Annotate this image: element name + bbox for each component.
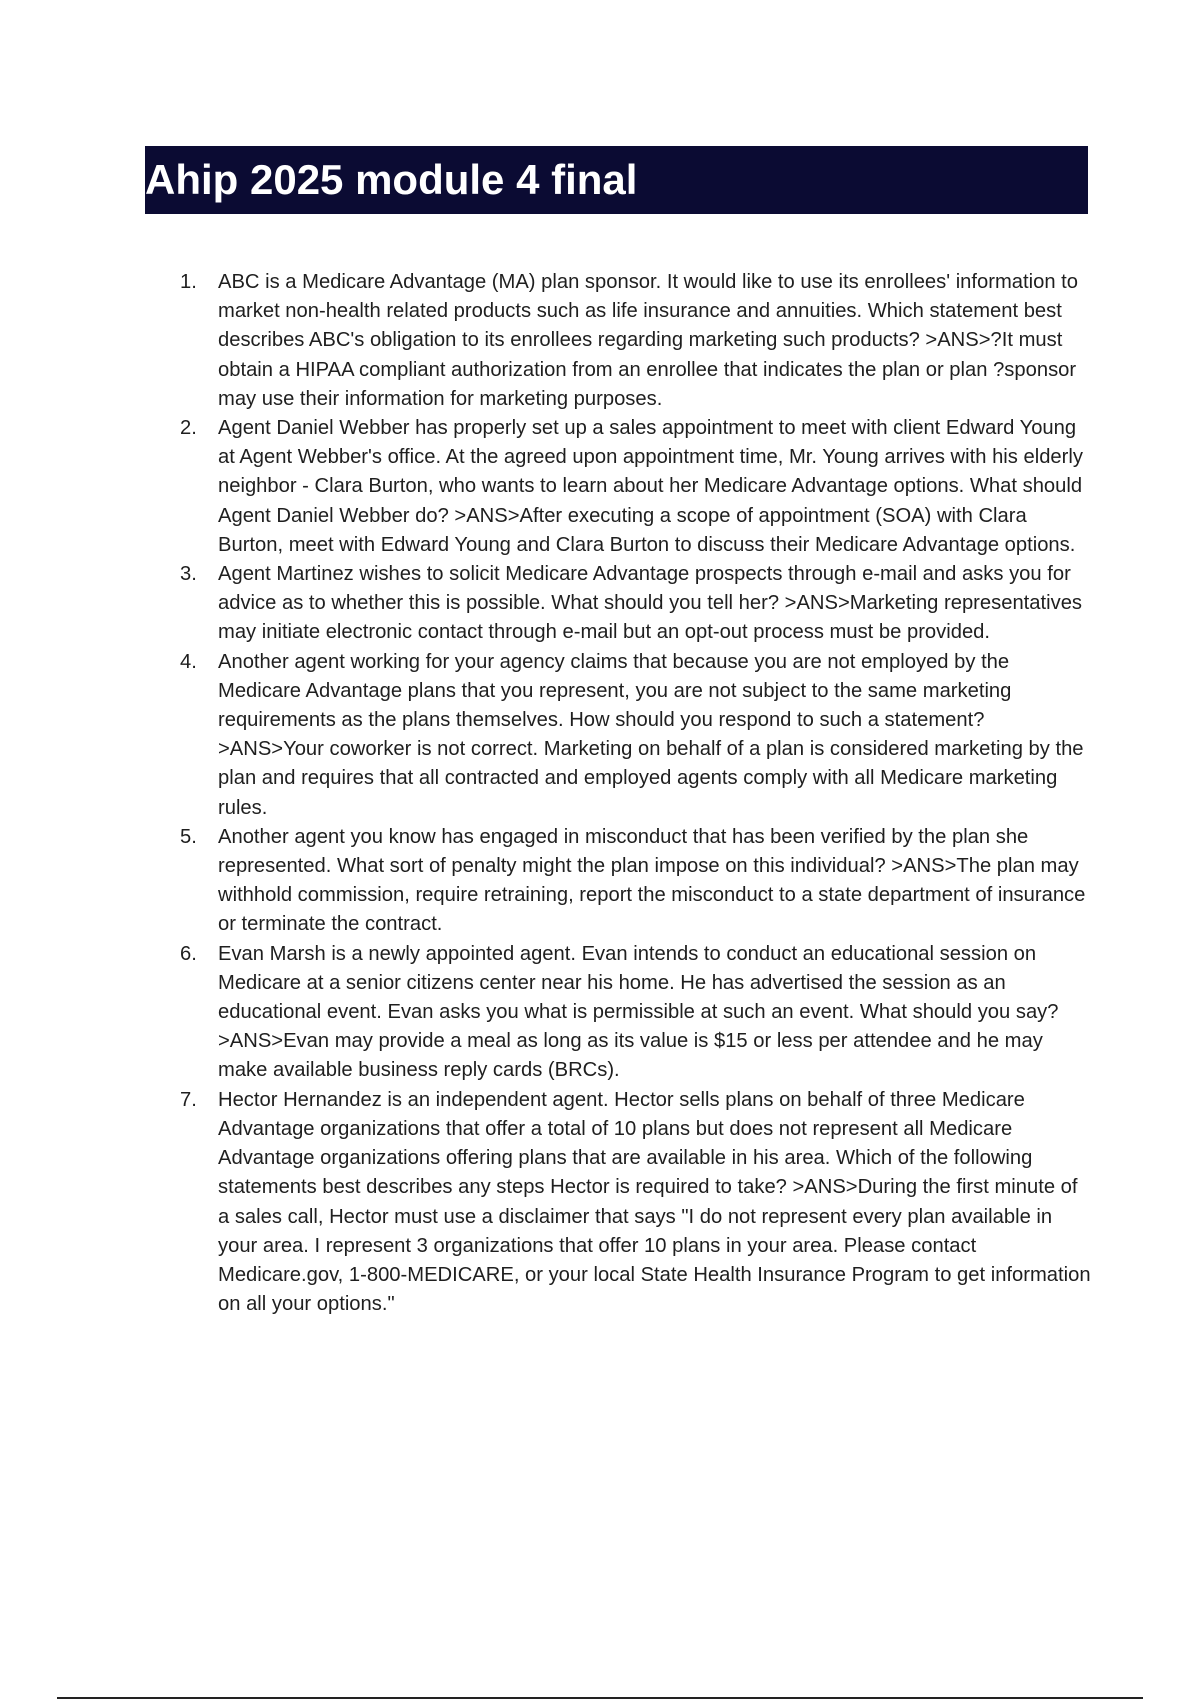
question-item-1 — [172, 268, 1092, 414]
question-item-7 — [172, 1086, 1092, 1320]
title-banner — [145, 146, 1088, 214]
document-title: Ahip 2025 module 4 final — [145, 156, 638, 203]
question-item-3 — [172, 560, 1092, 648]
question-text: Hector Hernandez is an independent agent. Hector sells plans on behalf of three Medicare Advantage organizations that offer a total of 10 plans but does not represent all Medicare Advantage organizations offering plans that are available in his area. Which of the following statements best describes any steps Hector is required to take? >ANS>During the first minute of a sales call, Hector must use a disclaimer that says "I do not represent every plan available in your area. I represent 3 organizations that offer 10 plans in your area. Please contact Medicare.gov, 1-800-MEDICARE, or your local State Health Insurance Program to get information on all your options." — [218, 1088, 1091, 1316]
question-number: 3. — [180, 563, 197, 586]
footer-divider — [57, 1697, 1143, 1699]
question-text: Another agent you know has engaged in misconduct that has been verified by the plan she represented. What sort of penalty might the plan impose on this individual? >ANS>The plan may withhold commission, require retraining, report the misconduct to a state department of insurance or terminate the contract. — [218, 825, 1086, 936]
question-text: Agent Martinez wishes to solicit Medicare Advantage prospects through e-mail and asks you for advice as to whether this is possible. What should you tell her? >ANS>Marketing representatives may initiate electronic contact through e-mail but an opt-out process must be provided. — [218, 563, 1083, 644]
question-number: 7. — [180, 1088, 197, 1111]
question-list — [172, 268, 1092, 1319]
question-item-6 — [172, 940, 1092, 1086]
question-number: 1. — [180, 271, 197, 293]
question-text: Agent Daniel Webber has properly set up a sales appointment to meet with client Edward Young at Agent Webber's office. At the agreed upon appointment time, Mr. Young arrives with his elderly neighbor - Clara Burton, who wants to learn about her Medicare Advantage options. What should Agent Daniel Webber do? >ANS>After executing a scope of appointment (SOA) with Clara Burton, meet with Edward Young and Clara Burton to discuss their Medicare Advantage options. — [218, 417, 1083, 556]
question-item-5 — [172, 823, 1092, 940]
question-number: 6. — [180, 942, 197, 965]
question-number: 2. — [180, 417, 197, 440]
question-number: 5. — [180, 825, 197, 848]
question-text: Evan Marsh is a newly appointed agent. Evan intends to conduct an educational session on Medicare at a senior citizens center near his home. He has advertised the session as an educational event. Evan asks you what is permissible at such an event. What should you say? >ANS>Evan may provide a meal as long as its value is $15 or less per attendee and he may make available business reply cards (BRCs). — [218, 942, 1059, 1082]
question-text: Another agent working for your agency claims that because you are not employed by the Medicare Advantage plans that you represent, you are not subject to the same marketing requirements as the plans themselves. How should you respond to such a statement? >ANS>Your coworker is not correct. Marketing on behalf of a plan is considered marketing by the plan and requires that all contracted and employed agents comply with all Medicare marketing rules. — [218, 650, 1084, 819]
question-item-2 — [172, 414, 1092, 560]
question-number: 4. — [180, 650, 197, 673]
question-text: ABC is a Medicare Advantage (MA) plan sponsor. It would like to use its enrollees' information to market non-health related products such as life insurance and annuities. Which statement best describes ABC's obligation to its enrollees regarding marketing such products? >ANS>?It must obtain a HIPAA compliant authorization from an enrollee that indicates the plan or plan ?sponsor may use their information for marketing purposes. — [218, 271, 1079, 410]
question-item-4 — [172, 648, 1092, 823]
